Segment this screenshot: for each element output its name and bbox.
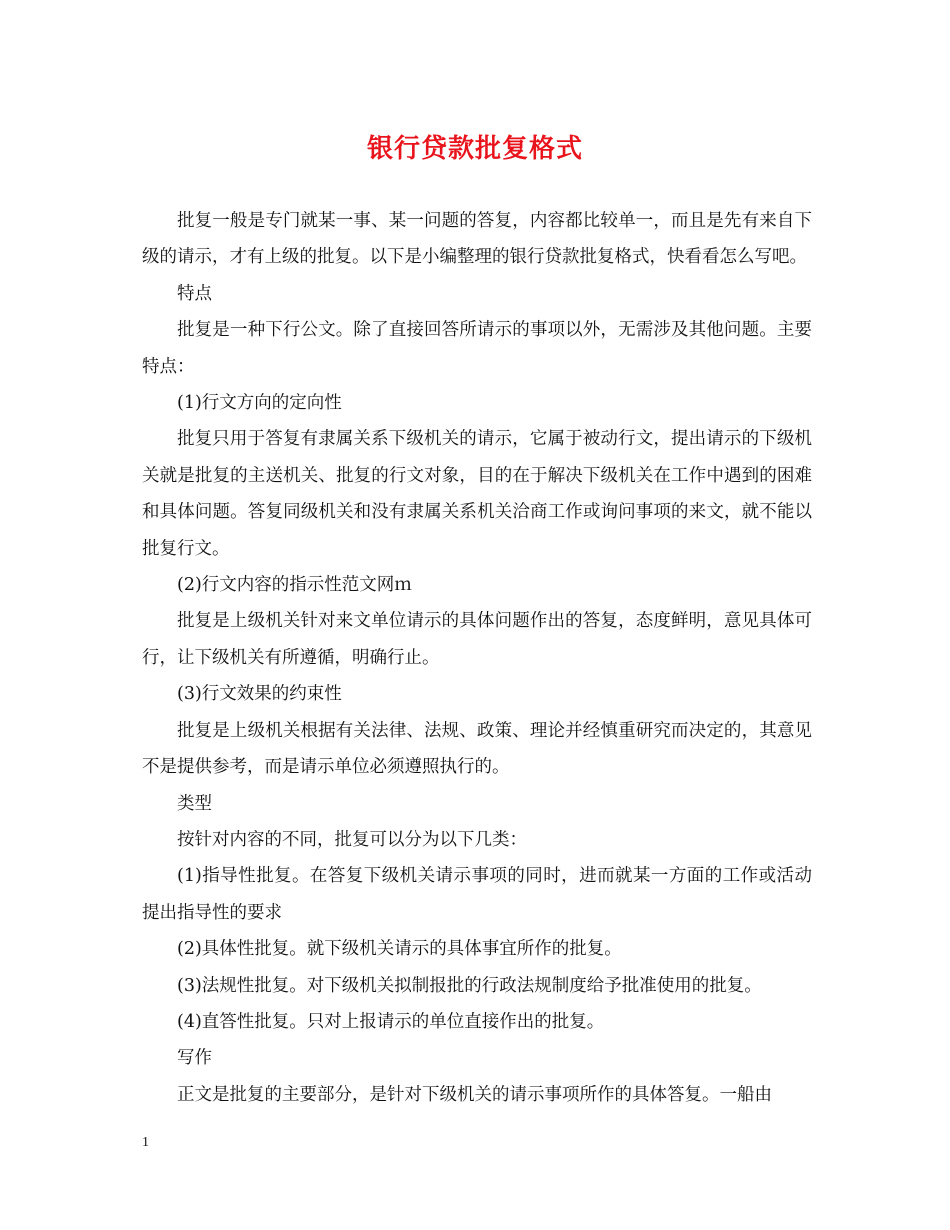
list-item: (1)指导性批复。在答复下级机关请示事项的同时，进而就某一方面的工作或活动提出指导性的要求: [142, 866, 812, 923]
subheading: (2)行文内容的指示性范文网ｍ: [177, 575, 412, 596]
list-item: (3)法规性批复。对下级机关拟制报批的行政法规制度给予批准使用的批复。: [177, 975, 762, 996]
list-item: (2)具体性批复。就下级机关请示的具体事宜所作的批复。: [177, 939, 622, 960]
section-heading: 特点: [177, 283, 212, 304]
subheading: (1)行文方向的定向性: [177, 393, 342, 414]
paragraph: 批复是上级机关根据有关法律、法规、政策、理论并经慎重研究而决定的，其意见不是提供参考，而是请示单位必须遵照执行的。: [142, 720, 812, 778]
document-body: [142, 203, 812, 1113]
section-heading: 写作: [177, 1048, 212, 1069]
paragraph: 批复是一种下行公文。除了直接回答所请示的事项以外，无需涉及其他问题。主要特点：: [142, 320, 812, 377]
document-title: 银行贷款批复格式: [366, 134, 583, 164]
page-number: 1: [142, 1135, 149, 1150]
paragraph: 正文是批复的主要部分，是针对下级机关的请示事项所作的具体答复。一船由: [177, 1084, 772, 1105]
paragraph: 批复是上级机关针对来文单位请示的具体问题作出的答复，态度鲜明，意见具体可行，让下级机关有所遵循，明确行止。: [142, 611, 812, 668]
list-item: (4)直答性批复。只对上报请示的单位直接作出的批复。: [177, 1011, 605, 1032]
paragraph: 批复只用于答复有隶属关系下级机关的请示，它属于被动行文，提出请示的下级机关就是批复的主送机关、批复的行文对象，目的在于解决下级机关在工作中遇到的困难和具体问题。答复同级机关和没有隶属关系机关洽商工作或询问事项的来文，就不能以批复行文。: [142, 429, 812, 559]
paragraph: 按针对内容的不同，批复可以分为以下几类：: [177, 829, 527, 850]
section-heading: 类型: [177, 793, 212, 814]
subheading: (3)行文效果的约束性: [177, 684, 342, 705]
paragraph: 批复一般是专门就某一事、某一问题的答复，内容都比较单一，而且是先有来自下级的请示，才有上级的批复。以下是小编整理的银行贷款批复格式，快看看怎么写吧。: [142, 211, 812, 268]
